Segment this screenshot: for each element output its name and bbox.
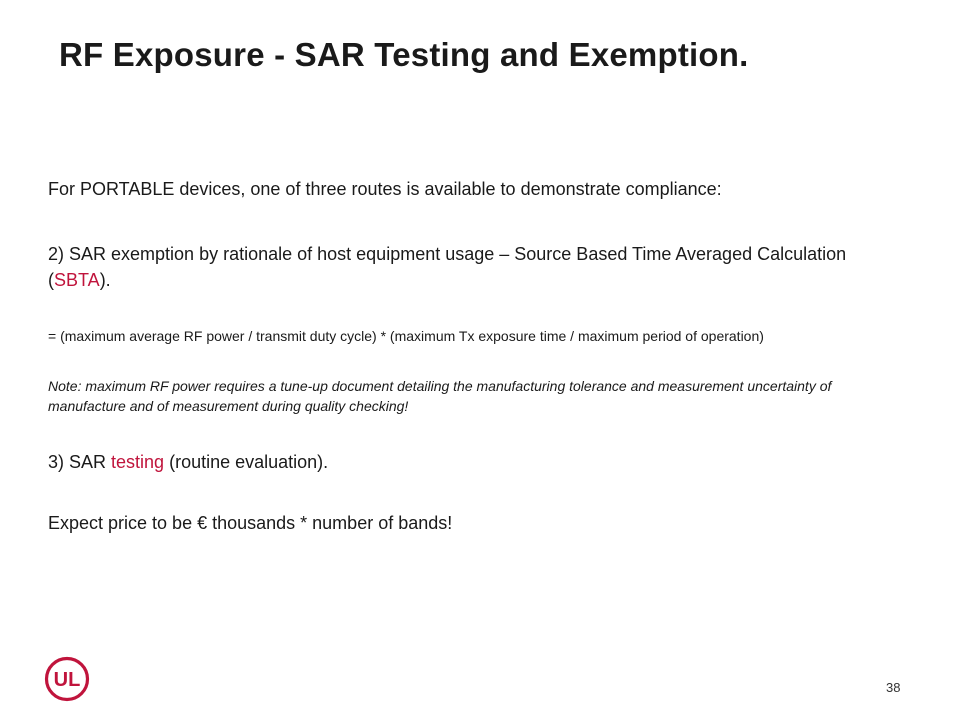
sbta-highlight: SBTA: [54, 270, 100, 290]
intro-paragraph: For PORTABLE devices, one of three routes is available to demonstrate compliance:: [48, 179, 722, 199]
page-number: 38: [886, 680, 901, 695]
testing-highlight: testing: [111, 452, 165, 472]
sar-testing-paragraph: [48, 449, 908, 475]
sar-exemption-text-end: ).: [99, 270, 111, 290]
price-note: Expect price to be € thousands * number of bands!: [48, 513, 453, 533]
sar-exemption-text: 2) SAR exemption by rationale of host equipment usage – Source Based Time Averaged Calculation (: [48, 244, 847, 290]
slide-title: RF Exposure - SAR Testing and Exemption.: [59, 36, 749, 73]
sbta-formula: = (maximum average RF power / transmit duty cycle) * (maximum Tx exposure time / maximum period of operation): [48, 328, 764, 344]
sar-exemption-paragraph: [48, 241, 908, 293]
sar-testing-text: 3) SAR: [48, 452, 112, 472]
tune-up-note: Note: maximum RF power requires a tune-up document detailing the manufacturing tolerance and measurement uncertainty of manufacture and of measurement during quality checking!: [48, 378, 832, 414]
ul-logo: [44, 656, 90, 702]
slide-body: [48, 176, 908, 536]
ul-logo-text: UL: [53, 669, 81, 691]
sar-testing-text-end: (routine evaluation).: [164, 452, 329, 472]
